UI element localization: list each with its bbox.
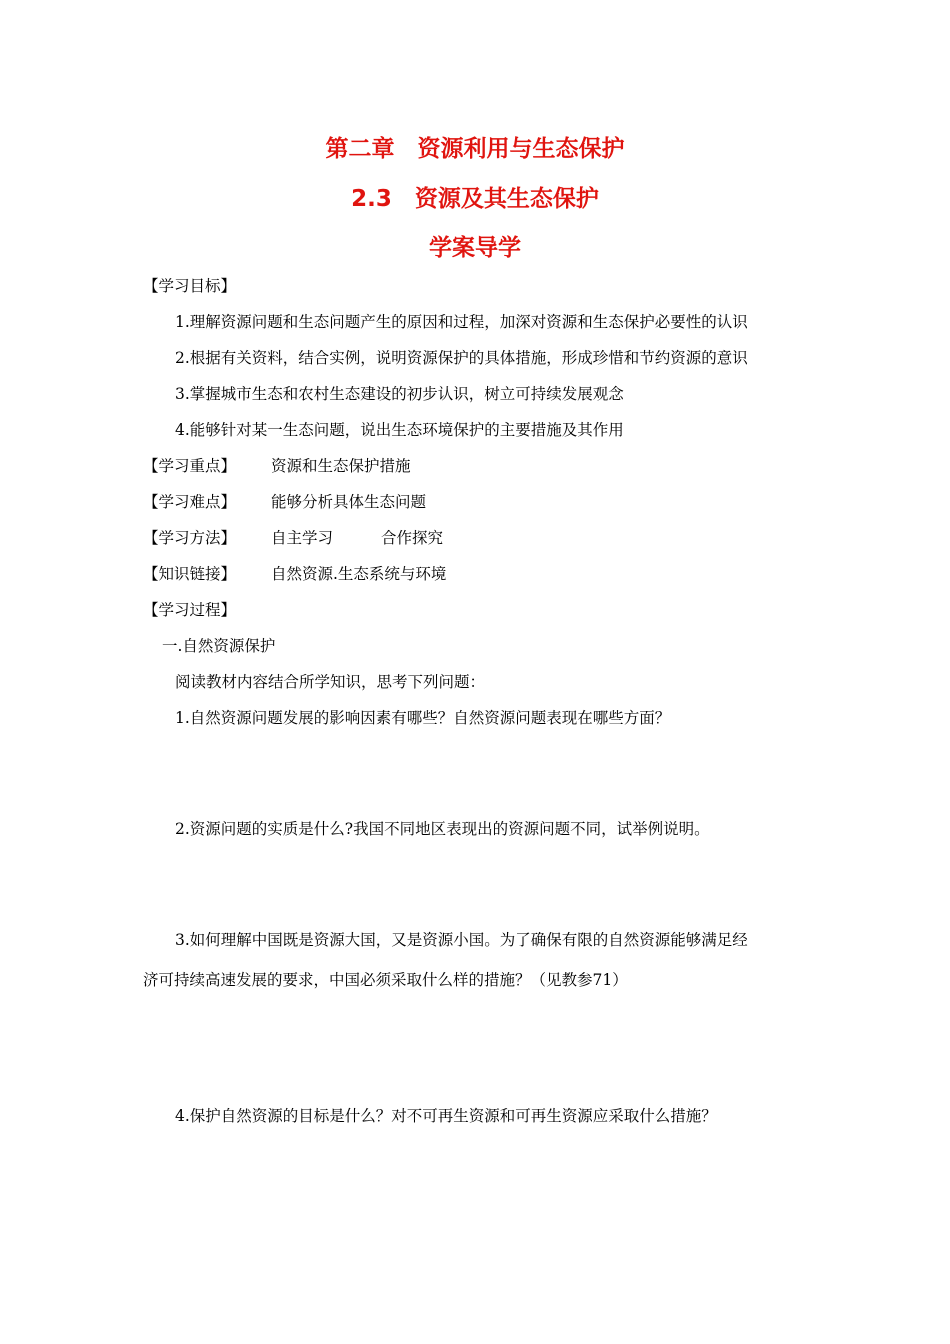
method-value-2: 合作探究: [381, 529, 444, 547]
objectives-heading: 【学习目标】: [143, 277, 237, 295]
objective-item-4: 4.能够针对某一生态问题，说出生态环境保护的主要措施及其作用: [175, 421, 624, 439]
focus-label: 【学习重点】: [143, 457, 237, 475]
question-3-line-2: 济可持续高速发展的要求，中国必须采取什么样的措施？（见教参71）: [143, 971, 628, 989]
focus-value: 资源和生态保护措施: [271, 457, 411, 475]
objective-item-2: 2.根据有关资料，结合实例，说明资源保护的具体措施，形成珍惜和节约资源的意识: [175, 349, 748, 367]
question-4: 4.保护自然资源的目标是什么？对不可再生资源和可再生资源应采取什么措施？: [175, 1107, 717, 1125]
links-label: 【知识链接】: [143, 565, 237, 583]
method-label: 【学习方法】: [143, 529, 237, 547]
difficulty-label: 【学习难点】: [143, 493, 237, 511]
process-heading: 【学习过程】: [143, 601, 237, 619]
question-1: 1.自然资源问题发展的影响因素有哪些？自然资源问题表现在哪些方面？: [175, 709, 671, 727]
process-part-1: 一.自然资源保护: [162, 637, 276, 655]
objective-item-1: 1.理解资源问题和生态问题产生的原因和过程，加深对资源和生态保护必要性的认识: [175, 313, 748, 331]
objective-item-3: 3.掌握城市生态和农村生态建设的初步认识，树立可持续发展观念: [175, 385, 624, 403]
question-2: 2.资源问题的实质是什么?我国不同地区表现出的资源问题不同，试举例说明。: [175, 820, 710, 838]
links-value: 自然资源.生态系统与环境: [271, 565, 447, 583]
question-3-line-1: 3.如何理解中国既是资源大国，又是资源小国。为了确保有限的自然资源能够满足经: [175, 931, 748, 949]
subtitle: 学案导学: [429, 235, 521, 261]
process-instruction: 阅读教材内容结合所学知识，思考下列问题：: [175, 673, 486, 691]
difficulty-value: 能够分析具体生态问题: [271, 493, 427, 511]
chapter-title: 第二章 资源利用与生态保护: [325, 136, 625, 162]
method-value-1: 自主学习: [271, 529, 334, 547]
section-title: 2.3 资源及其生态保护: [351, 186, 599, 212]
